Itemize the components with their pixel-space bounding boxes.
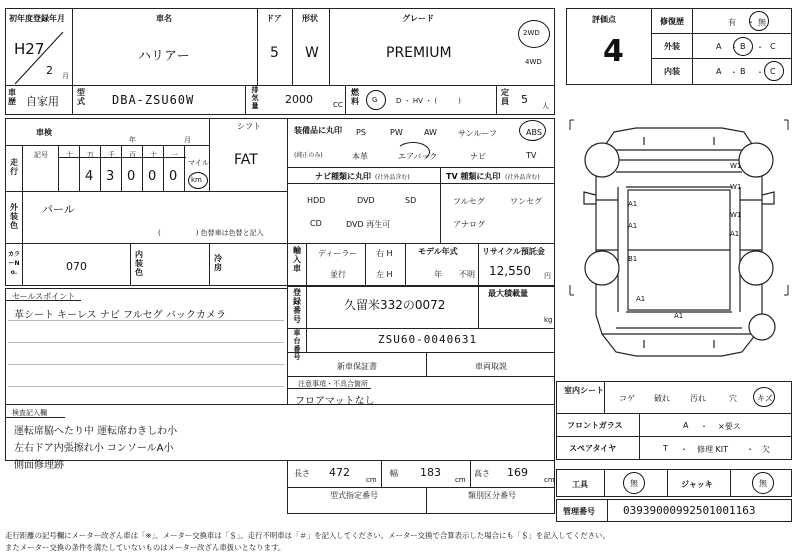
height-label: 高さ bbox=[474, 469, 490, 478]
mgmt-label: 管理番号 bbox=[563, 507, 595, 516]
inspector-line: 側面修理跡 bbox=[14, 460, 64, 471]
width-label: 幅 bbox=[390, 469, 398, 478]
first-reg-label: 初年度登録年月 bbox=[9, 14, 65, 23]
chassis-value: ZSU60-0040631 bbox=[378, 333, 478, 346]
usage-label: 車歴 bbox=[8, 88, 16, 106]
equipment-sub: (純正のみ) bbox=[294, 152, 323, 159]
km-label: km bbox=[191, 176, 202, 184]
spare-option: 修理 KIT bbox=[697, 445, 729, 454]
height-unit: cm bbox=[544, 476, 555, 484]
navi-option: SD bbox=[405, 196, 417, 205]
digit-head: 百 bbox=[129, 151, 136, 159]
digit-value: 4 bbox=[85, 169, 94, 184]
digit-divider bbox=[100, 146, 101, 192]
digit-head: 十 bbox=[66, 151, 73, 159]
repair-option: 無 bbox=[758, 18, 766, 27]
manual-label: 車両取説 bbox=[475, 362, 507, 371]
row2 bbox=[5, 85, 555, 115]
type-designation-label: 型式指定番号 bbox=[330, 491, 378, 500]
color-note: ( ) 色替車は色替と記入 bbox=[158, 229, 264, 237]
warranty-label: 新車保証書 bbox=[337, 362, 377, 371]
equipment-label: 装備品に丸印 bbox=[294, 126, 342, 135]
fuel-label: 燃料 bbox=[351, 88, 359, 106]
recycle-value: 12,550 bbox=[489, 264, 531, 278]
navi-option: DVD 再生可 bbox=[346, 220, 391, 229]
damage-marks bbox=[628, 162, 741, 320]
interior-label: 内装色 bbox=[135, 250, 143, 277]
navi-option: CD bbox=[310, 219, 322, 228]
digit-divider bbox=[121, 146, 122, 192]
equipment-option: ABS bbox=[526, 128, 542, 137]
inspector-label: 検査記入欄 bbox=[12, 409, 47, 417]
car-diagram bbox=[566, 100, 792, 380]
equipment-option: PW bbox=[390, 128, 403, 137]
shape-value: W bbox=[305, 45, 319, 61]
digit-head: 十 bbox=[150, 151, 157, 159]
seat-circle bbox=[753, 387, 775, 407]
digit-value: 0 bbox=[169, 169, 178, 184]
import-label: 輸入車 bbox=[293, 246, 301, 273]
exterior-label: 外装 bbox=[664, 42, 680, 51]
drive-4wd: 4WD bbox=[525, 58, 542, 66]
first-reg-month: 2 bbox=[46, 64, 53, 77]
exterior-option: C bbox=[770, 42, 776, 51]
abs-circle bbox=[519, 120, 546, 141]
damage-mark: A1 bbox=[628, 222, 638, 230]
spare-option: ・ bbox=[746, 445, 754, 454]
exterior-circle bbox=[733, 37, 753, 56]
tv-option: フルセグ bbox=[453, 197, 485, 206]
tv-label: TV 種類に丸印 bbox=[446, 172, 501, 181]
exterior-option: ・ bbox=[730, 43, 738, 52]
registration-label: 登録番号 bbox=[293, 288, 301, 324]
digit-divider bbox=[79, 146, 80, 192]
tools-label: 工具 bbox=[572, 480, 588, 489]
notes-value: フロアマットなし bbox=[295, 396, 375, 407]
damage-mark: A1 bbox=[730, 230, 740, 238]
length-unit: cm bbox=[366, 476, 377, 484]
digit-divider bbox=[142, 146, 143, 192]
spare-option: T bbox=[663, 444, 668, 453]
digit-value: 0 bbox=[127, 169, 136, 184]
exterior-option: ・ bbox=[756, 43, 764, 52]
equipment-option: サンルーフ bbox=[458, 129, 497, 138]
tv-option: ワンセグ bbox=[510, 197, 542, 206]
interior-option: B bbox=[740, 67, 746, 76]
jack-value: 無 bbox=[759, 479, 767, 488]
damage-mark: W1 bbox=[730, 183, 742, 191]
color-label: 外装色 bbox=[10, 203, 18, 230]
repair-label: 修復歴 bbox=[660, 17, 684, 26]
equipment-option: ナビ bbox=[470, 152, 486, 161]
usage-value: 自家用 bbox=[26, 95, 59, 108]
footer-line2: またメーター交換の条件を満たしていないものはメーター改ざん車扱いとなります。 bbox=[5, 543, 286, 552]
month-unit: 月 bbox=[62, 72, 69, 80]
shift-label: シフト bbox=[237, 122, 261, 131]
interior-score-label: 内装 bbox=[664, 67, 680, 76]
interior-option: A bbox=[716, 67, 722, 76]
first-reg-era: H27 bbox=[14, 40, 45, 58]
selling-points-label: セールスポイント bbox=[12, 292, 76, 301]
damage-mark: A1 bbox=[636, 295, 646, 303]
glass-option: A bbox=[683, 421, 689, 430]
digit-head: 一 bbox=[171, 151, 178, 159]
capacity-value: 5 bbox=[521, 93, 528, 106]
spare-label: スペアタイヤ bbox=[569, 444, 617, 453]
damage-mark: W1 bbox=[730, 211, 742, 219]
car-name: ハリアー bbox=[138, 49, 190, 64]
kg-unit: kg bbox=[544, 316, 553, 324]
shaken-label: 車検 bbox=[36, 128, 52, 137]
dealer-label: ディーラー bbox=[318, 249, 358, 258]
color-no-label: カラーNo. bbox=[7, 251, 20, 276]
length-label: 長さ bbox=[294, 469, 310, 478]
chassis-label: 車台番号 bbox=[293, 329, 301, 361]
mgmt-value: 0393900099250100116З bbox=[623, 504, 756, 517]
fuel-g: G bbox=[372, 96, 378, 104]
colorno-row bbox=[5, 243, 288, 286]
digit-value: 0 bbox=[148, 169, 157, 184]
digit-head: 万 bbox=[87, 151, 94, 159]
ruled-line bbox=[8, 386, 284, 387]
equipment-option: TV bbox=[526, 151, 537, 160]
mileage-label: 走行 bbox=[10, 158, 18, 176]
notes-label: 注意事項・不具合箇所 bbox=[298, 380, 368, 388]
width-value: 183 bbox=[420, 466, 441, 479]
ruled-line bbox=[8, 364, 284, 365]
parallel-label: 並行 bbox=[330, 270, 346, 279]
tv-sub: (社外品含む) bbox=[505, 174, 540, 181]
color-value: パール bbox=[42, 203, 75, 216]
ruled-line bbox=[8, 342, 284, 343]
shape-label: 形状 bbox=[302, 14, 318, 23]
ac-label: 冷房 bbox=[214, 254, 222, 272]
interior-circle bbox=[764, 61, 784, 81]
equipment-option: エアバック bbox=[398, 152, 438, 161]
model-year-unit: 年 bbox=[434, 270, 442, 279]
equipment-option: 本革 bbox=[352, 152, 368, 161]
width-unit: cm bbox=[455, 476, 466, 484]
repair-option: 有 bbox=[728, 18, 736, 27]
ruled-line bbox=[8, 320, 284, 321]
navi-option: HDD bbox=[307, 196, 326, 205]
category-label: 類別区分番号 bbox=[468, 491, 516, 500]
score-label: 評価点 bbox=[592, 15, 616, 24]
shift-value: FAT bbox=[234, 152, 258, 168]
navi-sub: (社外品含む) bbox=[375, 174, 410, 181]
digit-row-line bbox=[58, 157, 186, 158]
damage-mark: B1 bbox=[628, 255, 638, 263]
damage-mark: A1 bbox=[674, 312, 684, 320]
glass-label: フロントガラス bbox=[567, 421, 623, 430]
max-load-label: 最大積載量 bbox=[488, 289, 528, 298]
seat-label: 室内シート bbox=[564, 386, 604, 395]
tools-value: 無 bbox=[630, 479, 638, 488]
spare-option: 欠 bbox=[762, 445, 770, 454]
inspector-line: 左右ドア内張擦れ小 コンソールA小 bbox=[14, 443, 174, 454]
capacity-label: 定員 bbox=[501, 88, 509, 106]
right-h: 右 H bbox=[376, 249, 393, 258]
tv-option: アナログ bbox=[453, 220, 485, 229]
yen-unit: 円 bbox=[544, 272, 551, 280]
model-year-label: モデル年式 bbox=[418, 247, 458, 256]
shaken-month-unit: 月 bbox=[184, 136, 191, 144]
interior-option: C bbox=[770, 67, 776, 76]
seat-option: 破れ bbox=[654, 394, 670, 403]
damage-mark: A1 bbox=[628, 200, 638, 208]
model-value: DBA-ZSU60W bbox=[112, 93, 195, 107]
equipment-option: PS bbox=[356, 128, 366, 137]
left-h: 左 H bbox=[376, 270, 393, 279]
spare-option: ・ bbox=[680, 445, 688, 454]
exterior-option: B bbox=[740, 42, 746, 51]
displacement-label: 排気量 bbox=[251, 86, 259, 110]
footer-line1: 走行距離の記号欄にメーター改ざん車は「※」、メーター交換車は「＄」、走行不明車は「＃」を記入してください。メーター交換で合算表示した場合にも「＄」を記入してください。 bbox=[5, 531, 610, 540]
cc-unit: CC bbox=[333, 101, 343, 109]
seat-option: キズ bbox=[757, 394, 773, 403]
interior-option: ・ bbox=[730, 68, 738, 77]
doors-label: ドア bbox=[266, 14, 282, 23]
fuel-options: D ・ HV ・ ( ) bbox=[396, 97, 461, 105]
navi-option: DVD bbox=[357, 196, 375, 205]
repair-option: ・ bbox=[747, 18, 755, 27]
interior-option: ・ bbox=[756, 68, 764, 77]
glass-option: ・ bbox=[700, 422, 708, 431]
selling-points-value: 革シート キーレス ナビ フルセグ バックカメラ bbox=[14, 310, 226, 321]
digit-divider bbox=[163, 146, 164, 192]
grade-label: グレード bbox=[402, 14, 434, 23]
length-value: 472 bbox=[329, 466, 350, 479]
seat-option: コゲ bbox=[619, 394, 635, 403]
digit-value: 3 bbox=[106, 169, 115, 184]
airbag-circle bbox=[396, 142, 430, 162]
grade-value: PREMIUM bbox=[386, 45, 452, 61]
shaken-year-unit: 年 bbox=[129, 136, 136, 144]
seat-option: 穴 bbox=[729, 394, 737, 403]
car-name-label: 車名 bbox=[156, 14, 172, 23]
model-label: 型式 bbox=[77, 88, 85, 106]
damage-mark: W1 bbox=[730, 162, 742, 170]
drive-2wd: 2WD bbox=[523, 29, 540, 37]
glass-option: ×要ス bbox=[718, 422, 741, 431]
recycle-label: リサイクル預託金 bbox=[482, 247, 545, 256]
repair-circle bbox=[749, 11, 769, 31]
seat-option: 汚れ bbox=[690, 394, 706, 403]
digit-divider bbox=[184, 146, 185, 192]
exterior-option: A bbox=[716, 42, 722, 51]
equipment-option: AW bbox=[424, 128, 437, 137]
displacement-value: 2000 bbox=[285, 93, 313, 106]
mile-label: マイル bbox=[188, 159, 209, 167]
height-value: 169 bbox=[507, 466, 528, 479]
color-no-value: 070 bbox=[66, 260, 87, 273]
doors-value: 5 bbox=[270, 45, 279, 61]
inspector-line: 運転席脇へたり中 運転席わきしわ小 bbox=[14, 426, 178, 437]
person-unit: 人 bbox=[542, 102, 549, 110]
jack-label: ジャッキ bbox=[681, 480, 713, 489]
navi-label: ナビ種類に丸印 bbox=[315, 172, 371, 181]
score-value: 4 bbox=[603, 34, 624, 69]
plate-value: 久留米332の0072 bbox=[344, 298, 446, 312]
digit-head: 千 bbox=[108, 151, 115, 159]
model-year-unknown: 不明 bbox=[459, 270, 475, 279]
record-label: 記号 bbox=[34, 151, 48, 159]
